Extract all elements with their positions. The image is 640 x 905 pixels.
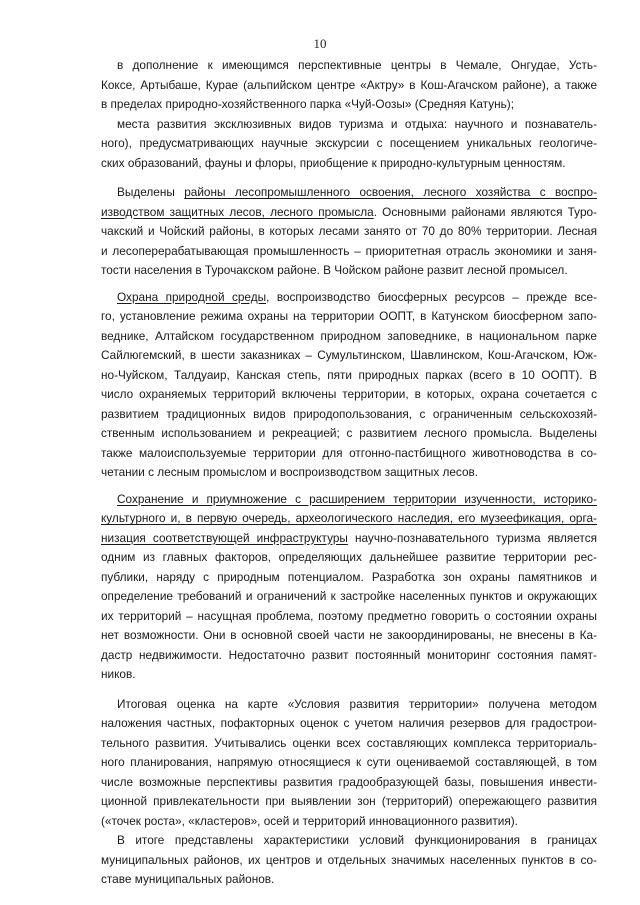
- text-run: научно-познавательного туризма является: [347, 530, 597, 545]
- paragraph: [101, 115, 597, 174]
- text-line: [101, 76, 597, 96]
- text-line: [101, 568, 597, 588]
- paragraph: [101, 183, 597, 281]
- text-line: [101, 95, 597, 115]
- text-line: [101, 831, 597, 851]
- text-run: ционной привлекательности при выявлении зон (территорий) опережающего развития: [101, 794, 597, 808]
- text-line: [101, 870, 597, 890]
- text-run: («точек роста», «кластеров», осей и территорий инновационного развития).: [101, 813, 518, 828]
- text-run: но-Чуйском, Талдуаир, Канская степь, пяти природных парках (всего в 10 ООПТ). В: [101, 367, 597, 382]
- text-run: Коксе, Артыбаше, Курае (альпийском центре «Актру» в Кош-Агачском районе), а также: [101, 77, 597, 92]
- text-run: нет возможности. Они в основной своей части не закоординированы, не внесены в Ка-: [101, 628, 597, 642]
- underlined-text: низация соответствующей инфраструктуры: [101, 530, 348, 545]
- text-line: [101, 242, 597, 262]
- text-run: ного планирования, напрямую относящиеся к сути оцениваемой составляющей, в том: [101, 755, 597, 769]
- text-run: В итоге представлены характеристики условий функционирования в границах: [117, 833, 597, 847]
- text-line: [101, 509, 597, 529]
- text-line: [101, 490, 597, 510]
- text-run: дастр недвижимости. Недостаточно развит постоянный мониторинг состояния памят-: [101, 647, 597, 662]
- text-line: [101, 753, 597, 773]
- underlined-text: изводством защитных лесов, лесного промысла: [101, 204, 374, 219]
- text-run: также малоиспользуемые территории для отгонно-пастбищного животноводства в со-: [101, 445, 597, 460]
- text-line: [101, 851, 597, 871]
- text-line: [101, 444, 597, 464]
- underlined-text: районы лесопромышленного освоения, лесного хозяйства с воспро-: [184, 185, 597, 199]
- text-run: , воспроизводство биосферных ресурсов – прежде все-: [266, 289, 597, 304]
- page-number: 10: [313, 36, 327, 51]
- text-line: [101, 115, 597, 135]
- underlined-text: Сохранение и приумножение с расширением территории изученности, историко-: [117, 491, 597, 506]
- text-line: [101, 261, 597, 281]
- text-line: [101, 424, 597, 444]
- text-run: публики, наряду с природным потенциалом. Разработка зон охраны памятников и: [101, 569, 597, 584]
- text-line: [101, 346, 597, 366]
- text-line: [101, 154, 597, 174]
- text-run: муниципальных районов, их центров и отдельных значимых населенных пунктов в со-: [101, 852, 597, 867]
- text-line: [101, 288, 597, 308]
- text-line: [101, 792, 597, 812]
- text-line: [101, 812, 597, 832]
- text-run: ставе муниципальных районов.: [101, 872, 275, 886]
- paragraph: [101, 695, 597, 832]
- text-line: [101, 587, 597, 607]
- text-line: [101, 607, 597, 627]
- paragraph: [101, 831, 597, 890]
- text-run: их территорий – насущная проблема, поэтому предметно говорить о состоянии охраны: [101, 608, 597, 623]
- text-run: ников.: [101, 667, 136, 681]
- text-run: тости населения в Турочакском районе. В Чойском районе развит лесной промысел.: [101, 263, 568, 277]
- paragraph: [101, 490, 597, 685]
- text-line: [101, 56, 597, 76]
- text-run: го, установление режима охраны на территории ООПТ, в Катунском биосферном запо-: [101, 309, 597, 323]
- text-line: [101, 773, 597, 793]
- text-line: [101, 463, 597, 483]
- paragraph: [101, 56, 597, 115]
- text-line: [101, 665, 597, 685]
- text-run: ственным использованием и рекреацией; с развитием лесного промысла. Выделены: [101, 426, 597, 440]
- text-run: в пределах природно-хозяйственного парка «Чуй-Оозы» (Средняя Катунь);: [101, 97, 514, 111]
- text-line: [101, 734, 597, 754]
- text-line: [101, 134, 597, 154]
- text-line: [101, 366, 597, 386]
- text-run: места развития эксклюзивных видов туризма и отдыха: научного и познаватель-: [117, 116, 597, 131]
- text-line: [101, 222, 597, 242]
- text-run: числе возможные перспективы развития градообразующей базы, повышения инвести-: [101, 774, 597, 789]
- text-line: [101, 529, 597, 549]
- text-line: [101, 385, 597, 405]
- document-body: [101, 56, 597, 890]
- text-run: развитием традиционных видов природопользования, с ограниченным сельскохозяй-: [101, 406, 597, 421]
- text-run: в дополнение к имеющимся перспективные центры в Чемале, Онгудае, Усть-: [117, 58, 597, 72]
- text-run: . Основными районами являются Туро-: [373, 204, 597, 219]
- text-line: [101, 405, 597, 425]
- paragraph: [101, 288, 597, 483]
- text-line: [101, 646, 597, 666]
- text-run: наложения частных, пофакторных оценок с учетом наличия резервов для градострои-: [101, 716, 597, 730]
- text-run: определение требований и ограничений к застройке населенных пунктов и окружающих: [101, 589, 597, 603]
- text-run: число охраняемых территорий включены территории, в которых, охрана сочетается с: [101, 387, 597, 401]
- text-run: ного), предусматривающих научные экскурсии с посещением уникальных геологиче-: [101, 136, 597, 150]
- text-line: [101, 626, 597, 646]
- text-run: одним из главных факторов, определяющих дальнейшее развитие территории рес-: [101, 550, 597, 564]
- text-line: [101, 548, 597, 568]
- underlined-text: культурного и, в первую очередь, археологического наследия, его музеефикация, орга-: [101, 511, 597, 525]
- text-line: [101, 695, 597, 715]
- text-line: [101, 307, 597, 327]
- text-line: [101, 327, 597, 347]
- text-run: чакский и Чойский районы, в которых лесами занято от 70 до 80% территории. Лесная: [101, 224, 597, 238]
- text-line: [101, 203, 597, 223]
- text-run: ских образований, фауны и флоры, приобщение к природно-культурным ценностям.: [101, 155, 566, 170]
- text-run: Сайлюгемский, в шести заказниках – Сумультинском, Шавлинском, Кош-Агачском, Юж-: [101, 348, 597, 362]
- text-run: Итоговая оценка на карте «Условия развития территории» получена методом: [117, 696, 597, 711]
- text-line: [101, 183, 597, 203]
- text-run: тельного развития. Учитывались оценки всех составляющих комплекса территориаль-: [101, 735, 597, 750]
- text-run: Выделены: [117, 185, 185, 199]
- underlined-text: Охрана природной среды: [117, 289, 267, 304]
- text-run: четании с лесным промыслом и воспроизводством защитных лесов.: [101, 465, 479, 479]
- text-line: [101, 714, 597, 734]
- text-run: и лесоперерабатывающая промышленность – приоритетная отрасль экономики и заня-: [101, 243, 597, 258]
- text-run: веднике, Алтайском государственном природном заповеднике, в национальном парке: [101, 328, 597, 343]
